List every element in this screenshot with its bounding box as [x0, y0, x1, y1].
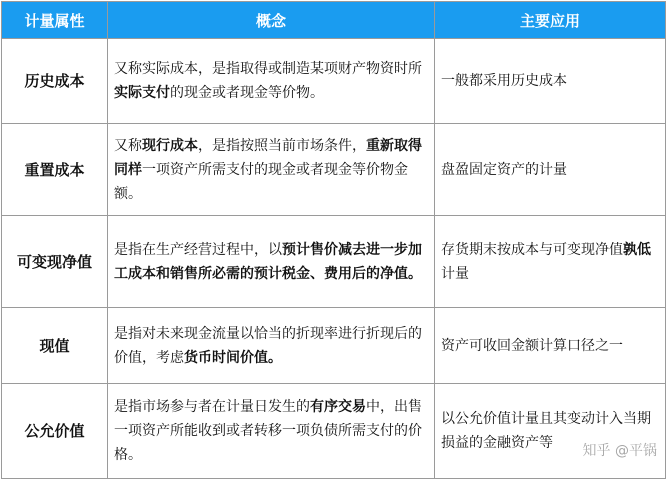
attribute-cell: 现值 [2, 308, 108, 384]
attribute-cell: 重置成本 [2, 124, 108, 216]
header-application: 主要应用 [435, 2, 666, 39]
zhihu-watermark: 知乎 @平锅 [582, 443, 657, 459]
header-attribute: 计量属性 [2, 2, 108, 39]
text-run: 一般都采用历史成本 [441, 73, 567, 89]
concept-cell [108, 39, 435, 124]
table-row [2, 124, 666, 216]
text-run: 又称实际成本，是指取得或制造某项财产物资时所 [114, 61, 422, 77]
header-concept: 概念 [108, 2, 435, 39]
application-cell [435, 308, 666, 384]
application-cell [435, 124, 666, 216]
emphasized-text: 货币时间价值。 [184, 349, 282, 366]
text-run: 资产可收回金额计算口径之一 [441, 337, 623, 354]
header-row [2, 2, 666, 39]
emphasized-text: 孰低 [623, 241, 651, 258]
text-run: 是指在生产经营过程中，以 [114, 241, 282, 258]
text-run: 又称 [114, 137, 142, 154]
table-row [2, 308, 666, 384]
text-run: 是指市场参与者在计量日发生的 [114, 399, 310, 415]
text-run: 计量 [441, 265, 469, 282]
text-run: 是指对未来现金流量以恰当的折现率进行折现后的价值，考虑 [114, 325, 422, 366]
text-run: 的现金或者现金等价物。 [170, 85, 324, 101]
measurement-attributes-table [1, 1, 666, 479]
emphasized-text: 预计售价减去进一步加工成本和销售所必需的预计税金、费用后的净值。 [114, 241, 422, 282]
text-run: 盘盈固定资产的计量 [441, 161, 567, 178]
application-cell [435, 39, 666, 124]
concept-cell [108, 308, 435, 384]
text-run: 中，出售一项资产所能收到或者转移一项负债所需支付的价格。 [114, 399, 422, 463]
concept-cell [108, 124, 435, 216]
text-run: 存货期末按成本与可变现净值 [441, 241, 623, 258]
table-row [2, 216, 666, 308]
emphasized-text: 实际支付 [114, 85, 170, 101]
attribute-cell: 历史成本 [2, 39, 108, 124]
text-run: 以公允价值计量且其变动计入当期损益的金融资产等 [441, 411, 651, 451]
text-run: 一项资产所需支付的现金或者现金等价物金额。 [114, 161, 408, 202]
table-row [2, 39, 666, 124]
emphasized-text: 有序交易 [310, 399, 366, 415]
attribute-cell: 可变现净值 [2, 216, 108, 308]
emphasized-text: 现行成本 [142, 137, 198, 154]
application-cell [435, 216, 666, 308]
text-run: ，是指按照当前市场条件， [198, 137, 366, 154]
application-cell [435, 384, 666, 479]
table-row [2, 384, 666, 479]
attribute-cell: 公允价值 [2, 384, 108, 479]
concept-cell [108, 384, 435, 479]
concept-cell [108, 216, 435, 308]
emphasized-text: 重新取得同样 [114, 137, 422, 178]
